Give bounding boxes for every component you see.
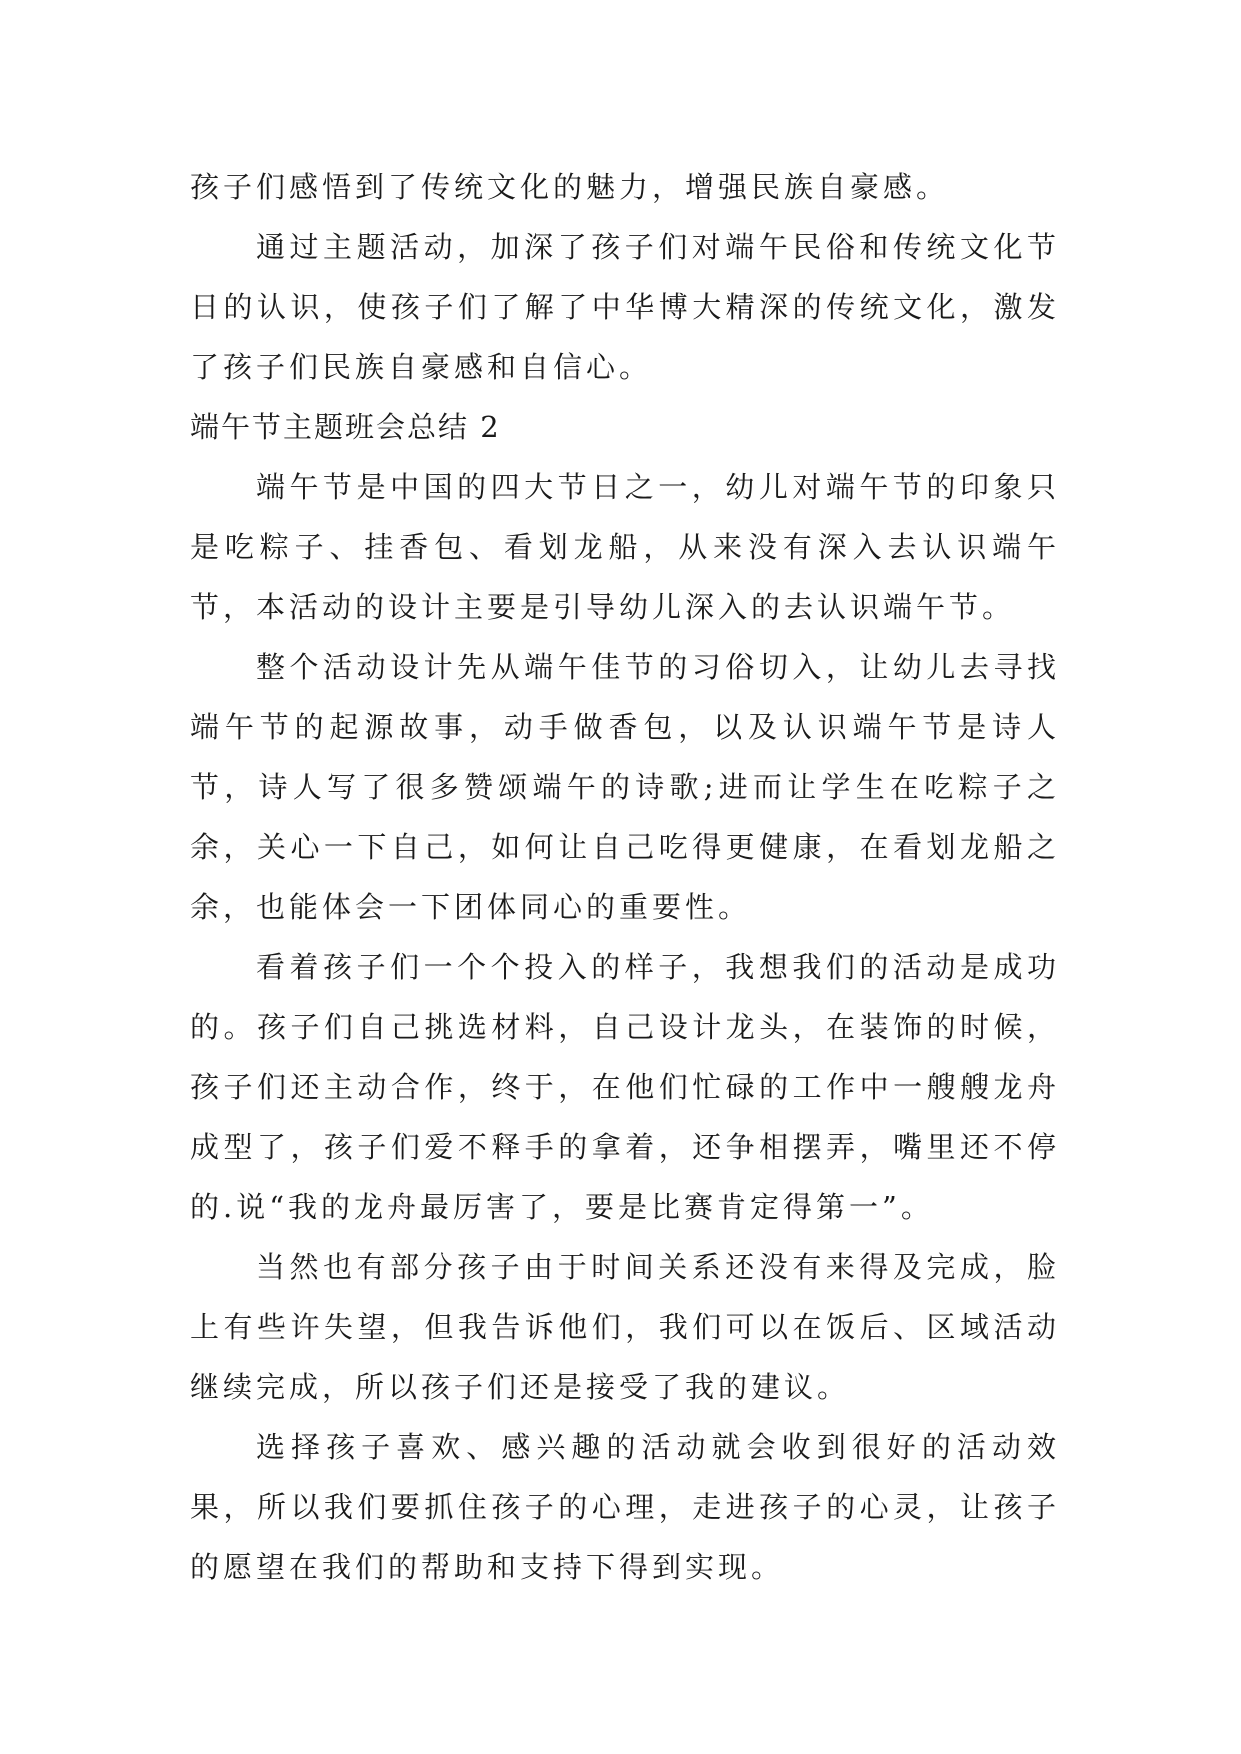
paragraph-continuation: 孩子们感悟到了传统文化的魅力，增强民族自豪感。 [190,170,950,204]
paragraph: 整个活动设计先从端午佳节的习俗切入，让幼儿去寻找端午节的起源故事，动手做香包，以及认识端午节是诗人节，诗人写了很多赞颂端午的诗歌;进而让学生在吃粽子之余，关心一下自己，如何让自己吃得更健康，在看划龙船之余，也能体会一下团体同心的重要性。 [190,650,1060,924]
paragraph: 看着孩子们一个个投入的样子，我想我们的活动是成功的。孩子们自己挑选材料，自己设计龙头，在装饰的时候，孩子们还主动合作，终于，在他们忙碌的工作中一艘艘龙舟成型了，孩子们爱不释手的拿着，还争相摆弄，嘴里还不停的.说“我的龙舟最厉害了，要是比赛肯定得第一”。 [190,950,1060,1224]
paragraph: 选择孩子喜欢、感兴趣的活动就会收到很好的活动效果，所以我们要抓住孩子的心理，走进孩子的心灵，让孩子的愿望在我们的帮助和支持下得到实现。 [190,1430,1060,1584]
paragraph: 当然也有部分孩子由于时间关系还没有来得及完成，脸上有些许失望，但我告诉他们，我们可以在饭后、区域活动继续完成，所以孩子们还是接受了我的建议。 [190,1250,1060,1404]
paragraph: 端午节是中国的四大节日之一，幼儿对端午节的印象只是吃粽子、挂香包、看划龙船，从来没有深入去认识端午节，本活动的设计主要是引导幼儿深入的去认识端午节。 [190,470,1060,624]
section-heading: 端午节主题班会总结 2 [190,410,501,444]
document-body [190,157,1060,1597]
paragraph: 通过主题活动，加深了孩子们对端午民俗和传统文化节日的认识，使孩子们了解了中华博大精深的传统文化，激发了孩子们民族自豪感和自信心。 [190,230,1060,384]
